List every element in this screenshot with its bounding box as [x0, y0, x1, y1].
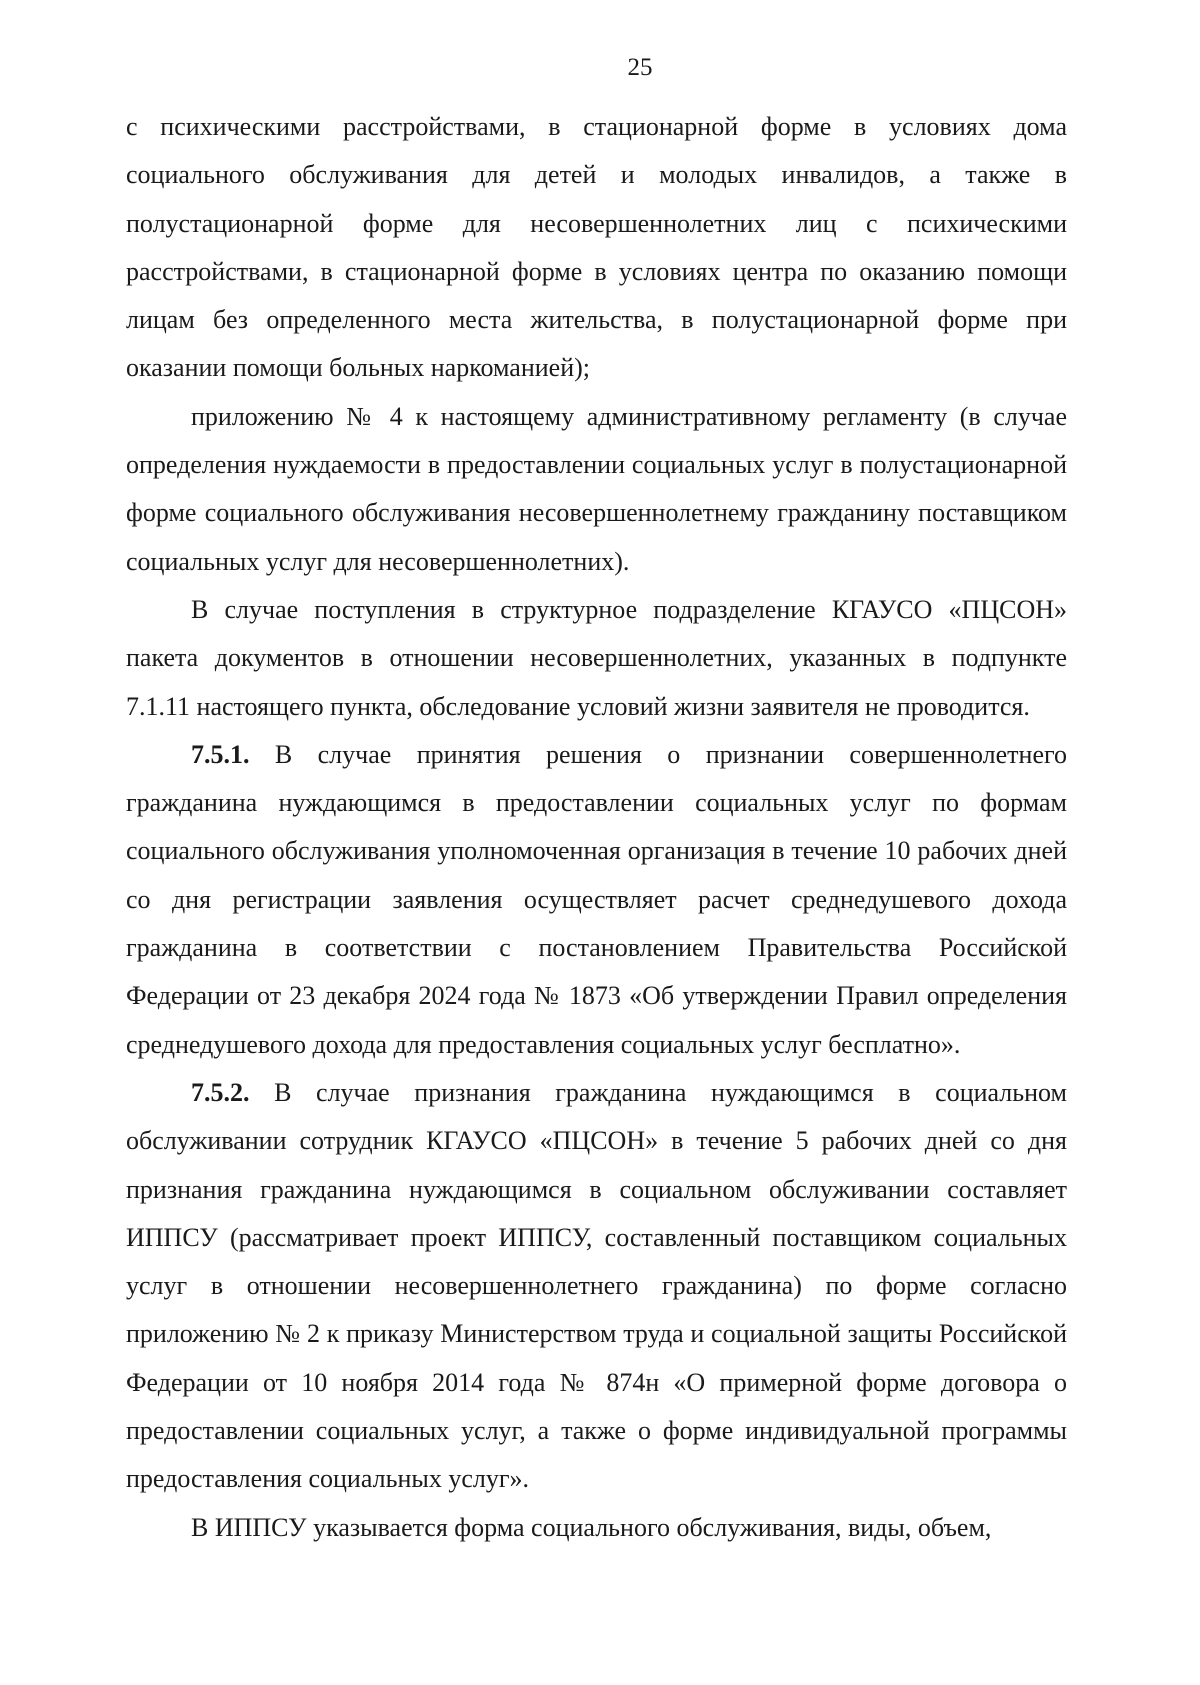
- paragraph-documents-received: [126, 586, 1067, 731]
- paragraph-text: В случае признания гражданина нуждающимся в социальном обслуживании сотрудник КГАУСО «ПЦСОН» в течение 5 рабочих дней со дня признания гражданина нуждающимся в социальном обслуживании составляет ИППСУ (рассматривает проект ИППСУ, составленный поставщиком социальных услуг в отношении несовершеннолетнего гражданина) по форме согласно приложению № 2 к приказу Министерством труда и социальной защиты Российской Федерации от 10 ноября 2014 года № 874н «О примерной форме договора о предоставлении социальных услуг, а также о форме индивидуальной программы предоставления социальных услуг».: [126, 1077, 1067, 1494]
- clause-number: 7.5.1.: [191, 739, 250, 769]
- clause-number: 7.5.2.: [191, 1077, 250, 1107]
- paragraph-continuation: [126, 103, 1067, 393]
- paragraph-text: с психическими расстройствами, в стационарной форме в условиях дома социального обслуживания для детей и молодых инвалидов, а также в полустационарной форме для несовершеннолетних лиц с психическими расстройствами, в стационарной форме в условиях центра по оказанию помощи лицам без определенного места жительства, в полустационарной форме при оказании помощи больных наркоманией);: [126, 112, 1067, 383]
- paragraph-text: В ИППСУ указывается форма социального обслуживания, виды, объем,: [191, 1512, 992, 1542]
- paragraph-7-5-2: [126, 1069, 1067, 1504]
- document-body: [126, 103, 1067, 1552]
- paragraph-text: В случае принятия решения о признании совершеннолетнего гражданина нуждающимся в предоставлении социальных услуг по формам социального обслуживания уполномоченная организация в течение 10 рабочих дней со дня регистрации заявления осуществляет расчет среднедушевого дохода гражданина в соответствии с постановлением Правительства Российской Федерации от 23 декабря 2024 года № 1873 «Об утверждении Правил определения среднедушевого дохода для предоставления социальных услуг бесплатно».: [126, 739, 1067, 1059]
- paragraph-7-5-1: [126, 731, 1067, 1069]
- paragraph-ippsu-content: [126, 1504, 1067, 1552]
- paragraph-text: приложению № 4 к настоящему административному регламенту (в случае определения нуждаемости в предоставлении социальных услуг в полустационарной форме социального обслуживания несовершеннолетнему гражданину поставщиком социальных услуг для несовершеннолетних).: [126, 401, 1067, 576]
- paragraph-appendix-4: [126, 393, 1067, 586]
- page-number: 25: [627, 54, 653, 81]
- paragraph-text: В случае поступления в структурное подразделение КГАУСО «ПЦСОН» пакета документов в отношении несовершеннолетних, указанных в подпункте 7.1.11 настоящего пункта, обследование условий жизни заявителя не проводится.: [126, 594, 1067, 721]
